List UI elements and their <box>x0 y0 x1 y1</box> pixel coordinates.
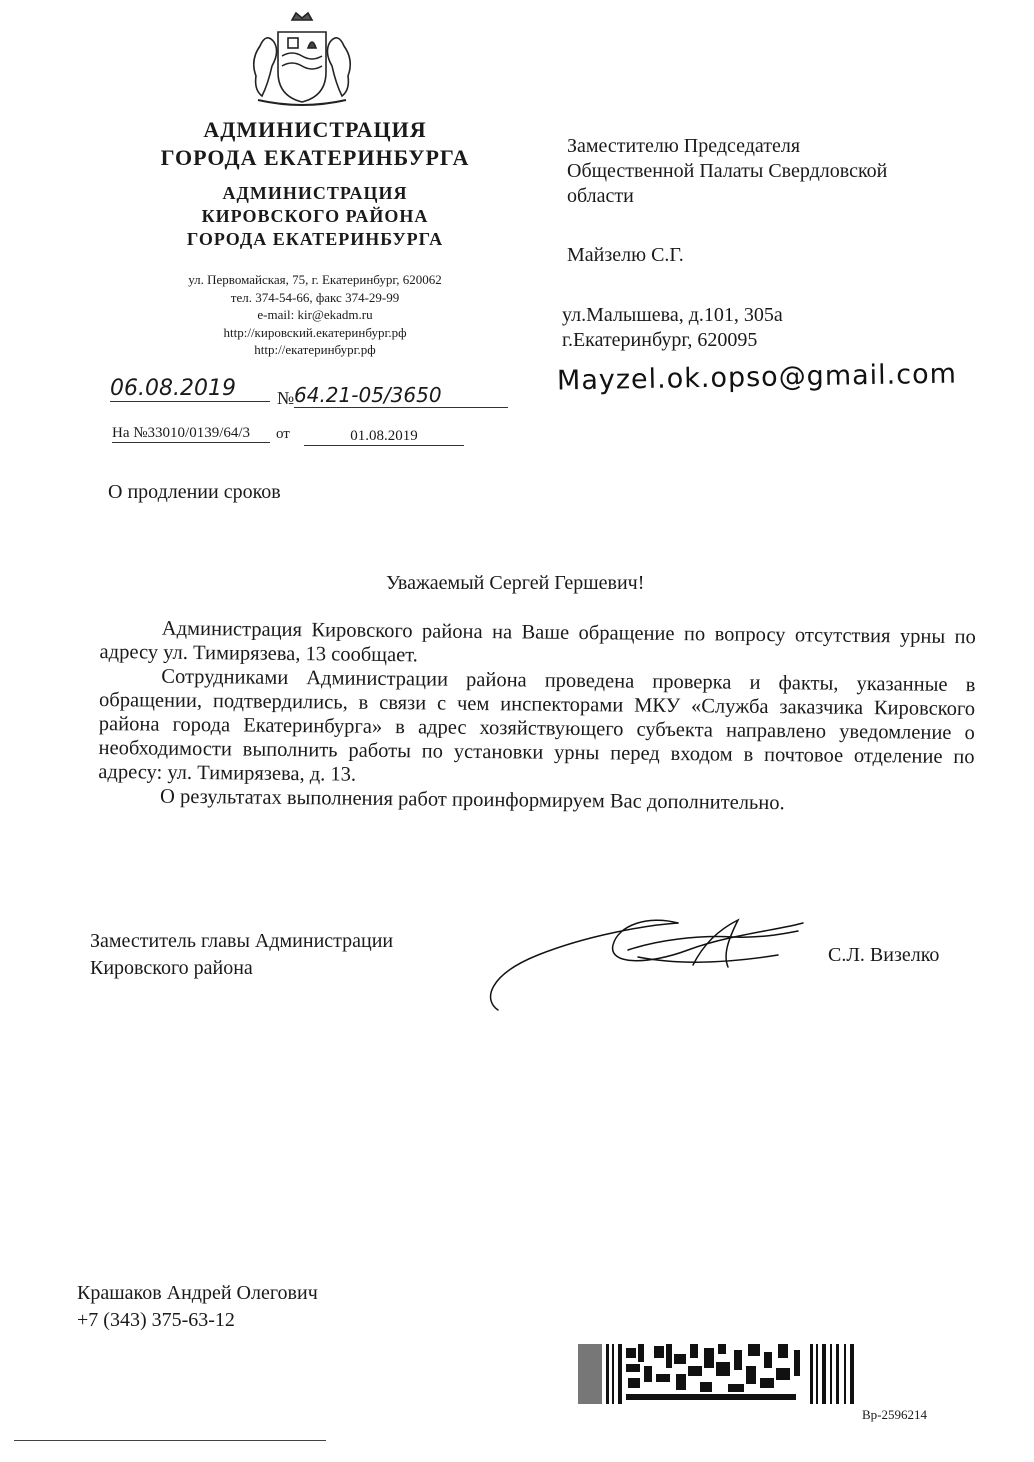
suborg-name-line2: КИРОВСКОГО РАЙОНА <box>201 206 429 226</box>
org-name-line1: АДМИНИСТРАЦИЯ <box>203 117 427 142</box>
signer-title <box>90 928 393 982</box>
footer-divider <box>14 1440 326 1441</box>
outgoing-date: 06.08.2019 <box>110 376 270 402</box>
recipient-city: г.Екатеринбург, 620095 <box>562 329 758 351</box>
suborg-name-line3: ГОРОДА ЕКАТЕРИНБУРГА <box>186 229 444 249</box>
reference-from-label: от <box>276 426 290 442</box>
salutation: Уважаемый Сергей Гершевич! <box>386 572 645 594</box>
recipient-title-line2: Общественной Палаты Свердловской <box>567 160 888 182</box>
org-email: e-mail: kir@ekadm.ru <box>257 307 373 322</box>
number-sign: № <box>277 388 295 408</box>
barcode-icon <box>578 1344 860 1404</box>
signer-name: С.Л. Визелко <box>828 944 940 966</box>
signer-title-line2: Кировского района <box>90 957 253 979</box>
letter-body <box>98 616 976 817</box>
suborg-name-line1: АДМИНИСТРАЦИЯ <box>222 183 408 203</box>
org-phone: тел. 374-54-66, факс 374-29-99 <box>230 289 400 305</box>
org-name-line2: ГОРОДА ЕКАТЕРИНБУРГА <box>160 145 470 170</box>
body-paragraph-2: Сотрудниками Администрации района проведена проверка и факты, указанные в обращении, подтвердились, в связи с чем инспекторами МКУ «Служба заказчика Кировского района города Екатеринбурга» в адрес хозяйствующего субъекта направлено уведомление о необходимости выполнить работы по установки урны перед входом в почтовое отделение по адресу: ул. Тимирязева, д. 13. <box>98 665 976 786</box>
body-paragraph-3: О результатах выполнения работ проинформируем Вас дополнительно. <box>159 785 785 815</box>
recipient-title-line3: области <box>567 185 634 207</box>
handwritten-email: Mayzel.ok.opso@gmail.com <box>556 358 958 397</box>
handwritten-signature-icon <box>478 905 808 1020</box>
recipient-street: ул.Малышева, д.101, 305а <box>562 304 783 326</box>
reference-date: 01.08.2019 <box>304 428 464 446</box>
org-site-1: http://кировский.екатеринбург.рф <box>223 324 407 340</box>
org-contacts <box>100 271 530 359</box>
executor-phone: +7 (343) 375-63-12 <box>77 1309 235 1331</box>
document-registration-id: Вр-2596214 <box>862 1407 927 1422</box>
executor-info <box>77 1280 318 1334</box>
body-paragraph-1: Администрация Кировского района на Ваше обращение по вопросу отсутствия урны по адресу ул. Тимирязева, 13 сообщает. <box>99 617 976 667</box>
ekaterinburg-coat-of-arms-icon <box>248 10 356 108</box>
recipient-address <box>562 303 783 353</box>
org-address: ул. Первомайская, 75, г. Екатеринбург, 620062 <box>188 272 442 287</box>
recipient-title <box>567 134 887 209</box>
recipient-title-line1: Заместителю Председателя <box>567 135 801 157</box>
suborg-name <box>100 182 530 251</box>
executor-name: Крашаков Андрей Олегович <box>77 1282 318 1304</box>
org-site-2: http://екатеринбург.рф <box>254 342 376 357</box>
reference-number: На №33010/0139/64/3 <box>112 425 270 443</box>
signer-title-line1: Заместитель главы Администрации <box>90 930 394 952</box>
outgoing-number: 64.21-05/3650 <box>294 383 508 408</box>
recipient-name: Майзелю С.Г. <box>567 244 684 266</box>
org-name <box>100 116 530 172</box>
letter-subject: О продлении сроков <box>108 481 281 503</box>
